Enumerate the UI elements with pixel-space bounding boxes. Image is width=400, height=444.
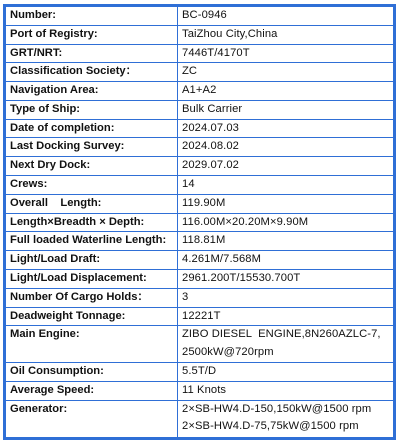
row-label-main-engine: Main Engine: [6,326,178,363]
row-value-length-breadth-depth: 116.00M×20.20M×9.90M [178,213,394,232]
table-row [6,251,394,270]
table-row [6,269,394,288]
row-value-full-loaded-waterline-length: 118.81M [178,232,394,251]
main-engine-model-line: ZIBO DIESEL ENGINE,8N260AZLC-7, [182,328,381,341]
row-value-number-of-cargo-holds: 3 [178,288,394,307]
ship-spec-sheet [3,4,396,440]
table-row [6,44,394,63]
row-label-light-load-draft: Light/Load Draft: [6,251,178,270]
row-value-oil-consumption: 5.5T/D [178,363,394,382]
table-row [6,176,394,195]
row-value-crews: 14 [178,176,394,195]
ship-spec-table-body [6,7,394,438]
row-label-generator: Generator: [6,400,178,437]
row-value-generator [178,400,394,437]
ship-spec-table [5,6,394,438]
row-value-next-dry-dock: 2029.07.02 [178,157,394,176]
row-label-number-of-cargo-holds: Number Of Cargo Holds： [6,288,178,307]
row-label-overall-length: Overall Length: [6,194,178,213]
row-label-oil-consumption: Oil Consumption: [6,363,178,382]
row-label-length-breadth-depth: Length×Breadth × Depth: [6,213,178,232]
row-value-grt-nrt: 7446T/4170T [178,44,394,63]
row-label-navigation-area: Navigation Area: [6,82,178,101]
table-row [6,232,394,251]
row-label-number: Number: [6,7,178,26]
row-value-number: BC-0946 [178,7,394,26]
row-value-light-load-draft: 4.261M/7.568M [178,251,394,270]
row-value-average-speed: 11 Knots [178,382,394,401]
row-label-last-docking-survey: Last Docking Survey: [6,138,178,157]
row-label-full-loaded-waterline-length: Full loaded Waterline Length: [6,232,178,251]
row-label-light-load-displacement: Light/Load Displacement: [6,269,178,288]
generator-line-2: 2×SB-HW4.D-75,75kW@1500 rpm [182,420,359,433]
table-row [6,326,394,363]
table-row [6,82,394,101]
table-row [6,194,394,213]
row-value-port-of-registry: TaiZhou City,China [178,25,394,44]
row-label-crews: Crews: [6,176,178,195]
table-row [6,400,394,437]
row-label-average-speed: Average Speed: [6,382,178,401]
row-label-classification-society: Classification Society： [6,63,178,82]
table-row [6,119,394,138]
generator-line-1: 2×SB-HW4.D-150,150kW@1500 rpm [182,402,372,415]
row-label-port-of-registry: Port of Registry: [6,25,178,44]
row-label-next-dry-dock: Next Dry Dock: [6,157,178,176]
row-label-date-of-completion: Date of completion: [6,119,178,138]
row-value-type-of-ship: Bulk Carrier [178,100,394,119]
table-row [6,100,394,119]
table-row [6,363,394,382]
table-row [6,213,394,232]
row-label-grt-nrt: GRT/NRT: [6,44,178,63]
row-value-overall-length: 119.90M [178,194,394,213]
table-row [6,382,394,401]
row-value-main-engine [178,326,394,363]
table-row [6,63,394,82]
table-row [6,25,394,44]
row-value-classification-society: ZC [178,63,394,82]
row-value-last-docking-survey: 2024.08.02 [178,138,394,157]
main-engine-power-line: 2500kW@720rpm [182,345,274,358]
row-value-deadweight-tonnage: 12221T [178,307,394,326]
table-row [6,157,394,176]
table-row [6,288,394,307]
row-value-navigation-area: A1+A2 [178,82,394,101]
table-row [6,138,394,157]
row-value-date-of-completion: 2024.07.03 [178,119,394,138]
table-row [6,7,394,26]
row-label-type-of-ship: Type of Ship: [6,100,178,119]
table-row [6,307,394,326]
row-value-light-load-displacement: 2961.200T/15530.700T [178,269,394,288]
row-label-deadweight-tonnage: Deadweight Tonnage: [6,307,178,326]
